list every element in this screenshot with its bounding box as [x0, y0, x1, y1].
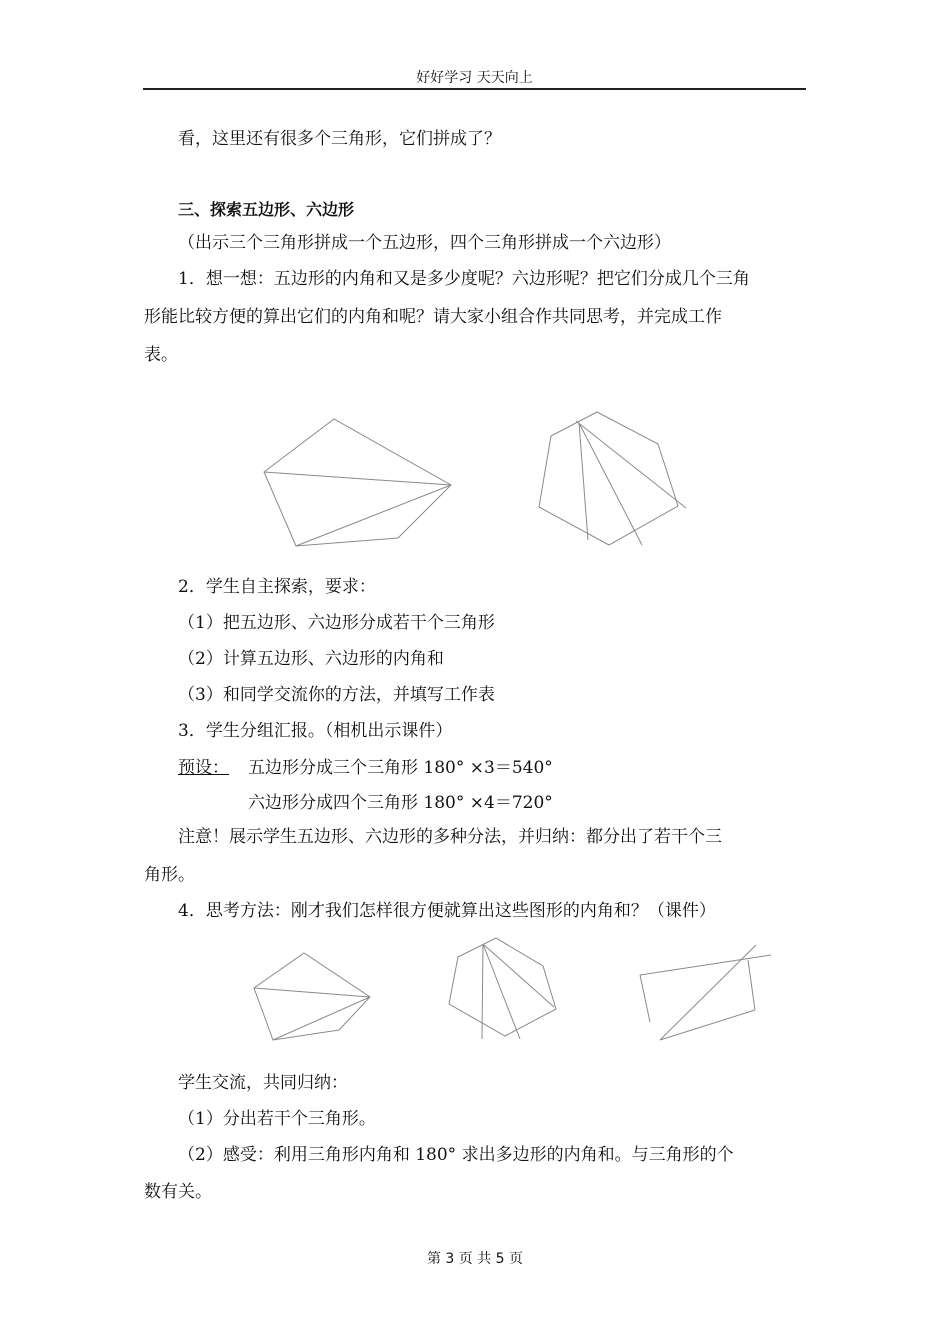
requirement-3: （3）和同学交流你的方法，并填写工作表	[178, 685, 495, 705]
page-header: 好好学习 天天向上	[416, 70, 533, 86]
paragraph-think-line2: 形能比较方便的算出它们的内角和呢？请大家小组合作共同思考，并完成工作	[144, 307, 722, 327]
preset-pentagon: 五边形分成三个三角形 180° ×3＝540°	[248, 758, 553, 778]
paragraph-discuss: 学生交流，共同归纳：	[178, 1073, 348, 1093]
paragraph-explore: 2．学生自主探索，要求：	[178, 577, 376, 597]
summary-2-line1: （2）感受：利用三角形内角和 180° 求出多边形的内角和。与三角形的个	[178, 1145, 734, 1165]
preset-hexagon: 六边形分成四个三角形 180° ×4＝720°	[248, 793, 553, 813]
summary-1: （1）分出若干个三角形。	[178, 1109, 376, 1129]
requirement-2: （2）计算五边形、六边形的内角和	[178, 649, 444, 669]
preset-label: 预设：	[178, 758, 229, 778]
paragraph-show-shapes: （出示三个三角形拼成一个五边形，四个三角形拼成一个六边形）	[178, 233, 671, 253]
requirement-1: （1）把五边形、六边形分成若干个三角形	[178, 613, 495, 633]
paragraph-think-line1: 1．想一想：五边形的内角和又是多少度呢？六边形呢？把它们分成几个三角	[178, 269, 750, 289]
page-footer: 第 3 页 共 5 页	[426, 1251, 524, 1267]
pentagon-figure-2	[254, 953, 370, 1040]
paragraph-think-line3: 表。	[144, 345, 178, 365]
hexagon-figure-1	[539, 412, 686, 545]
paragraph-report: 3．学生分组汇报。（相机出示课件）	[178, 721, 453, 741]
quadrilateral-figure	[640, 945, 771, 1040]
summary-2-line2: 数有关。	[144, 1182, 212, 1202]
section-heading: 三、探索五边形、六边形	[178, 200, 355, 219]
hexagon-figure-2	[449, 938, 556, 1039]
note-line1: 注意！展示学生五边形、六边形的多种分法，并归纳：都分出了若干个三	[178, 827, 722, 847]
pentagon-figure-1	[264, 419, 451, 546]
paragraph-method: 4．思考方法：刚才我们怎样很方便就算出这些图形的内角和？（课件）	[178, 901, 716, 921]
paragraph-triangles: 看，这里还有很多个三角形，它们拼成了？	[178, 129, 501, 149]
note-line2: 角形。	[144, 865, 195, 885]
